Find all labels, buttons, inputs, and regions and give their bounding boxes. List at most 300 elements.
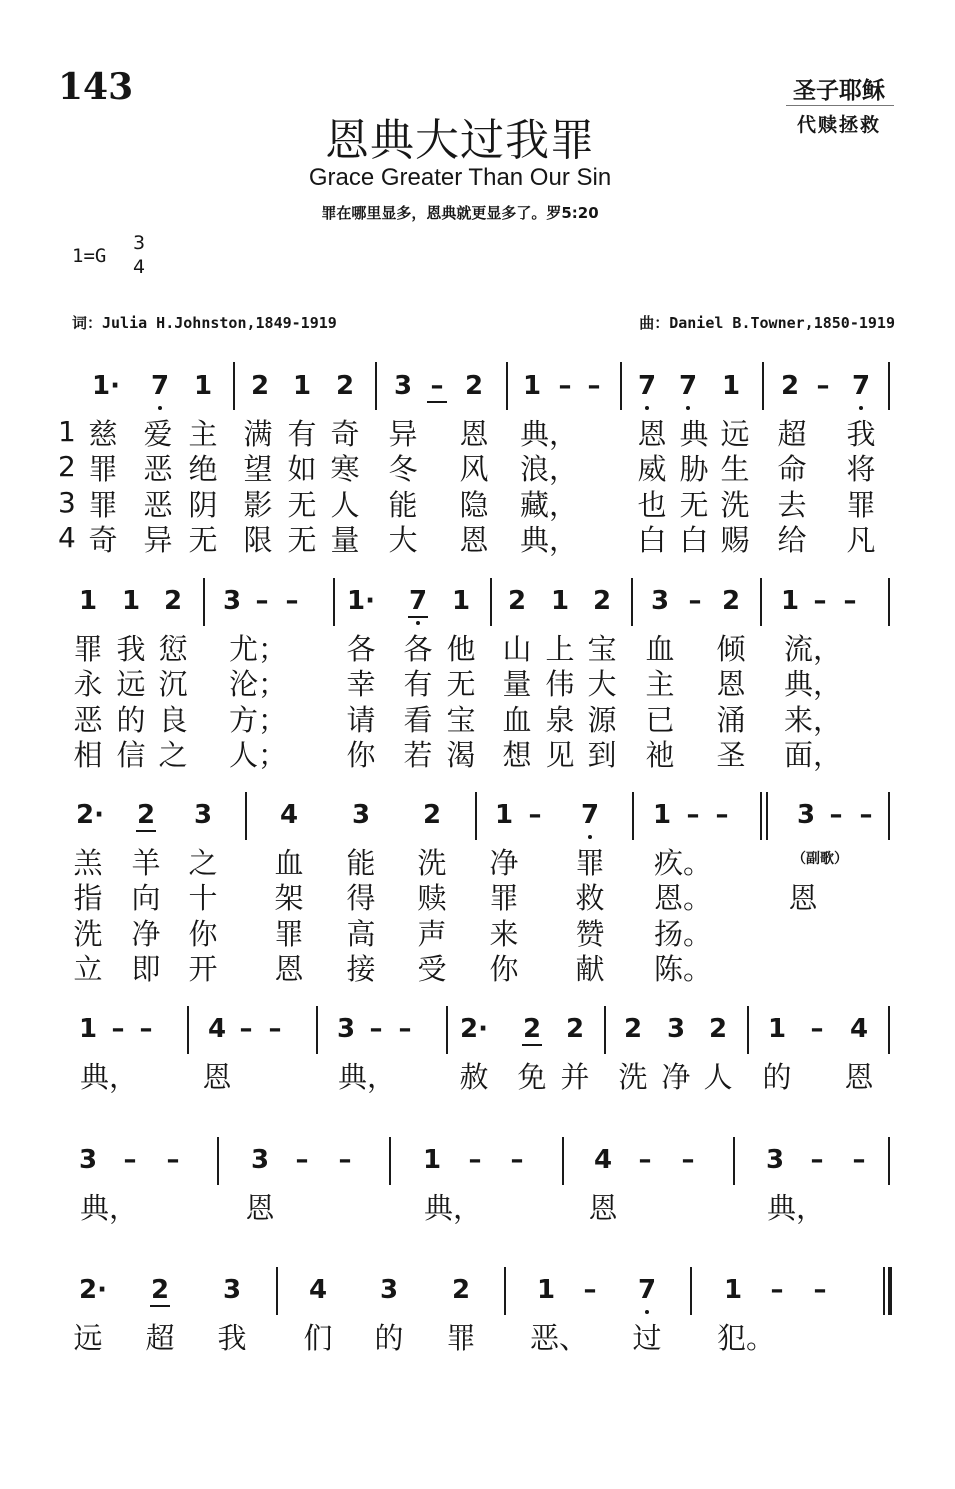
verse-number: 4 (58, 521, 76, 554)
note: – (583, 1275, 597, 1305)
lyric-syllable: 的 (116, 703, 146, 737)
lyric-syllable: 方； (228, 703, 288, 737)
barline (203, 578, 205, 626)
lyric-syllable: 幸 (346, 667, 376, 701)
barline (690, 1267, 692, 1315)
note: 7 (150, 371, 170, 401)
note: – (430, 371, 444, 401)
note: 3 (222, 586, 242, 616)
note: – (715, 800, 729, 830)
note: 7 (678, 371, 698, 401)
lyric-syllable: 罪 (88, 488, 118, 522)
lyric-syllable: 恩 (274, 952, 304, 986)
barline (187, 1006, 189, 1054)
note: 7 (580, 800, 600, 830)
lyric-syllable: 慈 (88, 417, 118, 451)
note: 1 (550, 586, 570, 616)
note: – (139, 1014, 153, 1044)
note: 2· (76, 800, 104, 830)
note: 7 (637, 1275, 657, 1305)
lyric-syllable: 免 (517, 1060, 547, 1094)
hymn-number: 143 (58, 66, 134, 108)
lyric-syllable: 人 (703, 1060, 733, 1094)
lyric-syllable: 之 (158, 738, 188, 772)
composer-credit: 曲：Daniel B.Towner,1850-1919 (639, 314, 895, 332)
lyric-syllable: 救 (575, 881, 605, 915)
barline (632, 792, 634, 840)
lyric-syllable: 若 (403, 738, 433, 772)
note: – (468, 1145, 482, 1175)
note: – (810, 1145, 824, 1175)
lyric-syllable: 量 (330, 523, 360, 557)
note: – (510, 1145, 524, 1175)
note: 3 (222, 1275, 242, 1305)
lyric-syllable: 你 (346, 738, 376, 772)
lyric-syllable: 的 (762, 1060, 792, 1094)
lyric-syllable: 净 (131, 917, 161, 951)
note: – (813, 1275, 827, 1305)
note: 1 (78, 1014, 98, 1044)
lyric-syllable: 立 (73, 952, 103, 986)
note: – (255, 586, 269, 616)
lyric-syllable: 风 (459, 452, 489, 486)
note: 2· (460, 1014, 488, 1044)
note: – (558, 371, 572, 401)
note: – (810, 1014, 824, 1044)
note: – (268, 1014, 282, 1044)
lyric-syllable: 藏， (519, 488, 579, 522)
note: – (686, 800, 700, 830)
lyric-syllable: 山 (502, 632, 532, 666)
lyric-syllable: 典， (783, 667, 843, 701)
note: 1 (451, 586, 471, 616)
barline (888, 1006, 890, 1054)
lyric-syllable: 限 (243, 523, 273, 557)
low-octave-dot (859, 406, 863, 410)
lyric-syllable: 罪 (446, 1321, 476, 1355)
lyric-syllable: 声 (417, 917, 447, 951)
barline (604, 1006, 606, 1054)
note: 2 (422, 800, 442, 830)
lyric-syllable: 奇 (88, 523, 118, 557)
barline (506, 362, 508, 410)
barline (747, 1006, 749, 1054)
lyric-syllable: 胁 (679, 452, 709, 486)
note: 7 (408, 586, 428, 616)
note: 1 (494, 800, 514, 830)
lyric-syllable: 泉 (545, 703, 575, 737)
lyric-syllable: 能 (346, 846, 376, 880)
lyric-syllable: 恩。 (653, 881, 713, 915)
time-signature-bottom: 4 (132, 256, 146, 278)
lyric-syllable: 良 (158, 703, 188, 737)
lyric-syllable: 恶 (73, 703, 103, 737)
note: – (859, 800, 873, 830)
note: – (338, 1145, 352, 1175)
lyric-syllable: 想 (502, 738, 532, 772)
barline (562, 1137, 564, 1185)
lyric-syllable: 罪 (489, 881, 519, 915)
lyric-syllable: 远 (116, 667, 146, 701)
lyric-syllable: 绝 (188, 452, 218, 486)
lyric-syllable: 罪 (274, 917, 304, 951)
eighth-note-underline (408, 616, 428, 618)
lyric-syllable: 恩 (788, 881, 818, 915)
note: – (398, 1014, 412, 1044)
note: 3 (666, 1014, 686, 1044)
lyric-syllable: 满 (243, 417, 273, 451)
lyric-syllable: 典， (766, 1191, 826, 1225)
note: 2 (335, 371, 355, 401)
lyric-syllable: 他 (446, 632, 476, 666)
lyric-syllable: 们 (303, 1321, 333, 1355)
note: 3 (650, 586, 670, 616)
lyric-syllable: 赦 (459, 1060, 489, 1094)
lyric-syllable: 超 (777, 417, 807, 451)
lyric-syllable: 涌 (716, 703, 746, 737)
refrain-label: （副歌） (792, 851, 848, 867)
lyric-syllable: 洗 (618, 1060, 648, 1094)
eighth-note-underline (150, 1305, 170, 1307)
lyric-syllable: 陈。 (653, 952, 713, 986)
note: 2 (780, 371, 800, 401)
lyric-syllable: 你 (188, 917, 218, 951)
lyric-syllable: 源 (587, 703, 617, 737)
barline (217, 1137, 219, 1185)
lyric-syllable: 我 (846, 417, 876, 451)
lyric-syllable: 到 (587, 738, 617, 772)
note: – (285, 586, 299, 616)
lyric-syllable: 主 (188, 417, 218, 451)
lyric-syllable: 犯。 (716, 1321, 776, 1355)
lyric-syllable: 恶 (143, 452, 173, 486)
lyric-syllable: 请 (346, 703, 376, 737)
note: 2 (565, 1014, 585, 1044)
lyric-syllable: 超 (145, 1321, 175, 1355)
note: 7 (637, 371, 657, 401)
lyric-syllable: 并 (560, 1060, 590, 1094)
note: 3 (78, 1145, 98, 1175)
note: 1· (92, 371, 120, 401)
note: 2 (721, 586, 741, 616)
barline (760, 578, 762, 626)
lyric-syllable: 指 (73, 881, 103, 915)
note: 1 (193, 371, 213, 401)
barline (446, 1006, 448, 1054)
lyric-syllable: 赐 (720, 523, 750, 557)
title-chinese: 恩典大过我罪 (325, 115, 595, 166)
note: 3 (250, 1145, 270, 1175)
eighth-note-underline (136, 830, 156, 832)
lyric-syllable: 我 (116, 632, 146, 666)
category-main: 圣子耶稣 (793, 77, 885, 104)
double-barline (760, 792, 762, 840)
lyric-syllable: 洗 (720, 488, 750, 522)
barline (316, 1006, 318, 1054)
lyric-syllable: 过 (632, 1321, 662, 1355)
lyric-syllable: 远 (720, 417, 750, 451)
lyric-syllable: 生 (720, 452, 750, 486)
note: 1 (522, 371, 542, 401)
lyric-syllable: 恩 (459, 417, 489, 451)
note: 1 (536, 1275, 556, 1305)
lyric-syllable: 我 (217, 1321, 247, 1355)
note: 2 (250, 371, 270, 401)
note: 2 (163, 586, 183, 616)
time-signature (130, 231, 148, 279)
lyric-syllable: 量 (502, 667, 532, 701)
key-signature: 1=G (72, 245, 107, 267)
barline (733, 1137, 735, 1185)
lyric-syllable: 给 (777, 523, 807, 557)
lyric-syllable: 受 (417, 952, 447, 986)
note: – (852, 1145, 866, 1175)
lyric-syllable: 各 (346, 632, 376, 666)
lyric-syllable: 尤； (228, 632, 288, 666)
lyric-syllable: 罪 (846, 488, 876, 522)
lyric-syllable: 罪 (575, 846, 605, 880)
barline (888, 1137, 890, 1185)
lyric-syllable: 典 (679, 417, 709, 451)
lyric-syllable: 赎 (417, 881, 447, 915)
lyric-syllable: 净 (489, 846, 519, 880)
lyric-syllable: 开 (188, 952, 218, 986)
lyric-syllable: 如 (287, 452, 317, 486)
lyric-syllable: 白 (637, 523, 667, 557)
lyric-syllable: 无 (446, 667, 476, 701)
lyric-syllable: 主 (645, 667, 675, 701)
barline (490, 578, 492, 626)
note: – (239, 1014, 253, 1044)
note: 2 (451, 1275, 471, 1305)
note: – (813, 586, 827, 616)
lyric-syllable: 即 (131, 952, 161, 986)
lyric-syllable: 凡 (846, 523, 876, 557)
note: 1 (721, 371, 741, 401)
lyric-syllable: 典， (79, 1191, 139, 1225)
note: – (816, 371, 830, 401)
note: – (166, 1145, 180, 1175)
lyric-syllable: 也 (637, 488, 667, 522)
note: 2 (136, 800, 156, 830)
lyric-syllable: 大 (388, 523, 418, 557)
verse-number: 3 (58, 486, 76, 519)
lyric-syllable: 影 (243, 488, 273, 522)
lyric-syllable: 架 (274, 881, 304, 915)
lyric-syllable: 无 (188, 523, 218, 557)
note: 2 (708, 1014, 728, 1044)
lyric-syllable: 渴 (446, 738, 476, 772)
lyric-syllable: 你 (489, 952, 519, 986)
lyric-syllable: 无 (287, 488, 317, 522)
note: 1 (652, 800, 672, 830)
lyric-syllable: 血 (274, 846, 304, 880)
double-barline (766, 792, 768, 840)
note: 1 (767, 1014, 787, 1044)
lyric-syllable: 人 (330, 488, 360, 522)
lyric-syllable: 面， (783, 738, 843, 772)
lyric-syllable: 隐 (459, 488, 489, 522)
lyric-syllable: 冬 (388, 452, 418, 486)
lyric-syllable: 恩 (459, 523, 489, 557)
note: 1 (723, 1275, 743, 1305)
lyric-syllable: 祂 (645, 738, 675, 772)
lyric-syllable: 见 (545, 738, 575, 772)
barline (233, 362, 235, 410)
lyric-syllable: 愆 (158, 632, 188, 666)
lyric-syllable: 上 (545, 632, 575, 666)
note: – (295, 1145, 309, 1175)
note: – (638, 1145, 652, 1175)
low-octave-dot (588, 835, 592, 839)
lyric-syllable: 威 (637, 452, 667, 486)
time-signature-top: 3 (132, 232, 146, 254)
lyric-syllable: 接 (346, 952, 376, 986)
note: 1 (780, 586, 800, 616)
lyric-syllable: 恩 (637, 417, 667, 451)
barline (504, 1267, 506, 1315)
barline (888, 578, 890, 626)
lyric-syllable: 沉 (158, 667, 188, 701)
verse-number: 1 (58, 415, 76, 448)
note: 3 (765, 1145, 785, 1175)
lyric-syllable: 来， (783, 703, 843, 737)
lyric-syllable: 典， (519, 523, 579, 557)
lyric-syllable: 恶 (143, 488, 173, 522)
barline (333, 578, 335, 626)
barline (631, 578, 633, 626)
lyric-syllable: 流， (783, 632, 843, 666)
final-barline-thick (888, 1267, 892, 1315)
lyric-syllable: 赞 (575, 917, 605, 951)
lyric-syllable: 得 (346, 881, 376, 915)
lyric-syllable: 净 (661, 1060, 691, 1094)
note: 3 (796, 800, 816, 830)
title-english: Grace Greater Than Our Sin (308, 164, 612, 191)
lyric-syllable: 看 (403, 703, 433, 737)
lyric-syllable: 永 (73, 667, 103, 701)
note: – (829, 800, 843, 830)
lyric-syllable: 恩 (202, 1060, 232, 1094)
lyric-syllable: 人； (228, 738, 288, 772)
low-octave-dot (686, 406, 690, 410)
lyric-syllable: 伟 (545, 667, 575, 701)
lyric-syllable: 有 (287, 417, 317, 451)
note: – (681, 1145, 695, 1175)
lyric-syllable: 无 (679, 488, 709, 522)
lyric-syllable: 高 (346, 917, 376, 951)
lyric-syllable: 恩 (588, 1191, 618, 1225)
lyric-syllable: 血 (502, 703, 532, 737)
eighth-note-underline (522, 1044, 542, 1046)
note: 3 (336, 1014, 356, 1044)
category-divider (786, 105, 894, 106)
lyric-syllable: 异 (143, 523, 173, 557)
note: 1 (78, 586, 98, 616)
lyric-syllable: 典， (423, 1191, 483, 1225)
lyric-syllable: 命 (777, 452, 807, 486)
note: 2 (150, 1275, 170, 1305)
lyric-syllable: 十 (188, 881, 218, 915)
note: 4 (279, 800, 299, 830)
note: 2 (522, 1014, 542, 1044)
note: 2 (464, 371, 484, 401)
final-barline-thin (883, 1267, 885, 1315)
lyric-syllable: 无 (287, 523, 317, 557)
barline (620, 362, 622, 410)
lyric-syllable: 去 (777, 488, 807, 522)
barline (475, 792, 477, 840)
low-octave-dot (158, 406, 162, 410)
note: 3 (351, 800, 371, 830)
lyric-syllable: 将 (846, 452, 876, 486)
barline (245, 792, 247, 840)
note: – (843, 586, 857, 616)
lyricist-credit: 词：Julia H.Johnston,1849-1919 (72, 314, 337, 332)
low-octave-dot (645, 1310, 649, 1314)
lyric-syllable: 恩 (716, 667, 746, 701)
note: 2 (623, 1014, 643, 1044)
lyric-syllable: 宝 (587, 632, 617, 666)
lyric-syllable: 典， (519, 417, 579, 451)
barline (389, 1137, 391, 1185)
note: 2· (79, 1275, 107, 1305)
lyric-syllable: 信 (116, 738, 146, 772)
verse-number: 2 (58, 450, 76, 483)
lyric-syllable: 的 (374, 1321, 404, 1355)
note: 7 (851, 371, 871, 401)
lyric-syllable: 来 (489, 917, 519, 951)
note: 3 (379, 1275, 399, 1305)
lyric-syllable: 沦； (228, 667, 288, 701)
note: – (688, 586, 702, 616)
lyric-syllable: 白 (679, 523, 709, 557)
lyric-syllable: 罪 (73, 632, 103, 666)
note: – (770, 1275, 784, 1305)
lyric-syllable: 有 (403, 667, 433, 701)
note: 4 (308, 1275, 328, 1305)
note: 1· (347, 586, 375, 616)
note: 2 (592, 586, 612, 616)
lyric-syllable: 已 (645, 703, 675, 737)
lyric-syllable: 罪 (88, 452, 118, 486)
note: – (528, 800, 542, 830)
lyric-syllable: 相 (73, 738, 103, 772)
note: – (369, 1014, 383, 1044)
barline (888, 792, 890, 840)
lyric-syllable: 血 (645, 632, 675, 666)
lyric-syllable: 羔 (73, 846, 103, 880)
lyric-syllable: 圣 (716, 738, 746, 772)
lyric-syllable: 宝 (446, 703, 476, 737)
note: – (123, 1145, 137, 1175)
lyric-syllable: 洗 (417, 846, 447, 880)
lyric-syllable: 典， (337, 1060, 397, 1094)
barline (375, 362, 377, 410)
lyric-syllable: 恩 (844, 1060, 874, 1094)
note: 4 (207, 1014, 227, 1044)
eighth-note-underline (427, 401, 447, 403)
lyric-syllable: 羊 (131, 846, 161, 880)
lyric-syllable: 爱 (143, 417, 173, 451)
lyric-syllable: 能 (388, 488, 418, 522)
barline (762, 362, 764, 410)
barline (276, 1267, 278, 1315)
lyric-syllable: 奇 (330, 417, 360, 451)
lyric-syllable: 疚。 (653, 846, 713, 880)
lyric-syllable: 寒 (330, 452, 360, 486)
note: 1 (422, 1145, 442, 1175)
